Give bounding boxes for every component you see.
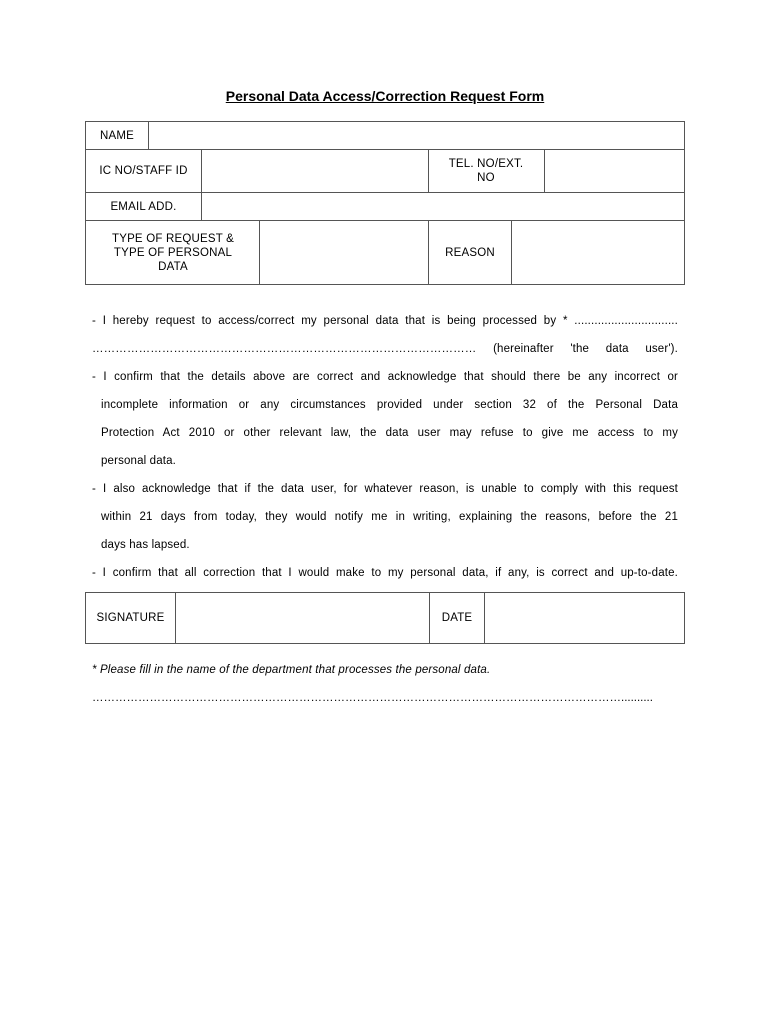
signature-field[interactable]: [176, 593, 429, 643]
declaration-line: ……………………………………………………………………………………… (hereinafter 'the data user').: [92, 343, 678, 355]
declaration-line: - I also acknowledge that if the data user, for whatever reason, is unable to comply with this request: [92, 483, 678, 495]
name-field[interactable]: [149, 122, 684, 149]
footnote-text: * Please fill in the name of the department that processes the personal data.: [92, 664, 491, 676]
ic-staff-id-field[interactable]: [202, 150, 428, 192]
declaration-line: - I confirm that all correction that I would make to my personal data, if any, is correct and up-to-date.: [92, 567, 678, 579]
declaration-text: [92, 313, 678, 593]
declaration-line: - I hereby request to access/correct my personal data that is being processed by * ...............................: [92, 315, 678, 327]
name-label: NAME: [99, 129, 135, 142]
request-type-label: TYPE OF REQUEST & TYPE OF PERSONAL DATA: [111, 233, 235, 273]
tel-ext-label: TEL. NO/EXT. NO: [448, 158, 524, 184]
tel-ext-field[interactable]: [545, 150, 684, 192]
declaration-line: within 21 days from today, they would notify me in writing, explaining the reasons, before the 21: [101, 511, 678, 523]
request-type-field[interactable]: [260, 221, 428, 285]
email-field[interactable]: [202, 193, 684, 220]
declaration-line: incomplete information or any circumstances provided under section 32 of the Personal Data: [101, 399, 678, 411]
declaration-line: personal data.: [101, 455, 176, 467]
ic-staff-id-label: IC NO/STAFF ID: [99, 165, 188, 177]
footnote-dotted-line[interactable]: …………………………………………………………………………………………………………………………..........: [92, 692, 653, 704]
declaration-line: - I confirm that the details above are correct and acknowledge that should there be any incorrect or: [92, 371, 678, 383]
email-label: EMAIL ADD.: [110, 200, 177, 213]
date-field[interactable]: [485, 593, 684, 643]
reason-label: REASON: [445, 247, 495, 259]
declaration-line: days has lapsed.: [101, 539, 190, 551]
declaration-line: Protection Act 2010 or other relevant law, the data user may refuse to give me access to my: [101, 427, 678, 439]
reason-field[interactable]: [512, 221, 684, 285]
date-label: DATE: [441, 612, 473, 624]
signature-label: SIGNATURE: [96, 612, 165, 624]
form-title: Personal Data Access/Correction Request Form: [225, 88, 545, 104]
